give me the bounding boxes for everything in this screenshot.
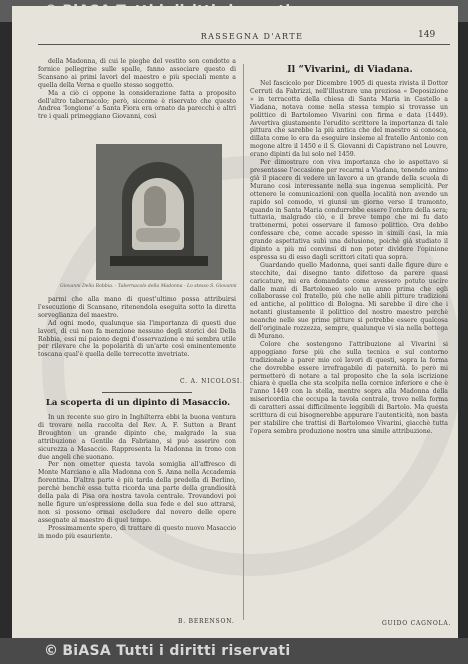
paragraph: della Madonna, di cui le pieghe del vestito son condotte a fornice pellegrine sulle spalle, fanno associare questo di Scansano ai primi lavori del maestro e più speciali mente a quella della Verna e quello stesso soggetto. [38, 58, 236, 89]
document-page [12, 6, 458, 650]
right-article-text [250, 80, 448, 436]
watermark-text: BiASA Tutti i diritti riservati [62, 643, 291, 659]
paragraph: Per non ometter questa tavola somiglia all'affresco di Monte Marciano e alla Madonna con S. Anna nella Accademia fiorentina. D'altra parte è più tarda della predella di Berlino, perchè benchè essa tutta ricorda una parte della grandiosità della pala di Pisa ora nostra tavola centrale. Trovandovi poi nelle figure un'espressione della sua fede e del suo attrarsi, non si possono ormai escludere dal novero delle opere assegnate al maestro di quel tempo. [38, 461, 236, 524]
section-title-masaccio: La scoperta di un dipinto di Masaccio. [45, 398, 231, 408]
paragraph: Ad ogni modo, qualunque sia l'importanza di questi due lavori, di cui non fa menzione nessuno degli storici dei Della Robbia, essi mi paiono degni d'osservazione e mi sembra utile per rilevare che la popolarità di un'arte così eminentemente toscana qual'è quella delle terrecotte invetriate. [38, 319, 236, 359]
tabernacle-photo [96, 144, 222, 280]
page-number: 149 [418, 30, 436, 40]
photo-shelf [110, 256, 208, 266]
article-title-vivarini: Il “Vivarini„ di Viadana. [287, 64, 413, 75]
signature-berenson: B. BERENSON. [178, 618, 235, 625]
section-rule [102, 392, 192, 393]
running-header: RASSEGNA D'ARTE [200, 32, 304, 41]
left-intro-text [38, 58, 236, 121]
copyright-symbol: © [44, 643, 59, 659]
watermark-banner-bottom [0, 638, 468, 664]
paragraph: parmi che alla mano di quest'ultimo possa attribuirsi l'esecuzione di Scansano, ritenendola eseguita sotto la diretta sorveglianza del maestro. [38, 296, 236, 319]
paragraph: Ma a ciò ci oppone la considerazione fatta a proposito dell'altro tabernacolo; però, siccome è riservato che questo Andrea 'Iongione' a Santa Fiora era ornato da parecchi e altri tre i quali primeggiano Giovanni, così [38, 89, 236, 121]
paragraph: Prossimamente spero, di trattare di questo nuovo Masaccio in modo più esauriente. [38, 524, 236, 540]
photo-figure-child [136, 228, 180, 242]
column-divider [243, 64, 244, 620]
paragraph: In un recente suo giro in Inghilterra ebbi la buona ventura di trovare nella raccolta del Rev. A. F. Sutton a Brant Broughton un grande dipinto che, malgrado la sua attribuzione a Gentile da Fabriano, si può asserire con sicurezza a Masaccio. Rappresenta la Madonna in trono con due angeli che suonano. [38, 414, 236, 461]
figure-caption: Giovanni Della Robbia. - Tabernacolo della Madonna - Lo stesso S. Giovanni [60, 284, 237, 289]
left-masaccio-text [38, 414, 236, 541]
paragraph: Nel fascicolo per Dicembre 1905 di questa rivista il Dottor Cerruti da Fabrizzi, nell'illustrare una preziosa « Deposizione » in terracotta della chiesa di Santa Maria in Castello a Viadana, notava come nella stessa tempio si trovasse un polittico di Bartolomeo Vivarini con firma e data (1449). Avvertiva giustamente l'erudito scrittore la importanza di tale pittura che sarebbe la più antica che del maestro si conosca, dillata come lo era da eseguire insieme al fratello Antonio con mogone altre il 1450 e il S. Giovanni di Capistrano nel Louvre, erano dipinti da lui solo nel 1459. [250, 80, 448, 159]
signature-cagnola: GUIDO CAGNOLA. [382, 620, 452, 627]
paragraph: Per dimostrare con viva importanza che io aspettavo si presentasse l'occasione per recarmi a Viadana, tenendo animo già il piacere di vedere un lavoro a un grande della scuola di Murano così interessante nella sua ingenua semplicità. Per ottenere le comunicazioni con quella località non avendo un rapido sol comodo, vi giunsi un giorno verso il tramonto, quando in Santa Maria condurrebbe essere l'ombra della sera; tuttavia, malgrado ciò, e il breve tempo che mi fu dato trattenermi, potei osservare il famoso polittico. Ora debbo confessare che, come accade spesso in simili casi, la mia grande aspettativa subì una delusione, poichè già studiato il dipinto a più mi convinsi di non poter dividere l'opinione espressa su di esso dagli scrittori citati qua sopra. [250, 159, 448, 261]
signature-nicolosi: C. A. NICOLOSI. [180, 378, 243, 385]
header-rule [38, 44, 450, 45]
left-after-figure-text [38, 296, 236, 359]
paragraph: Colore che sostengono l'attribuzione al Vivarini si appoggiano forse più che sulla tecnica e sul contorno tradizionale a parer mio coi lavori di questi, sopra la forma che dovrebbe essere irrefragabile di paternità. Io però mi permetterò di notare a tal proposito che la sola iscrizione chiara è quella che sta scolpita nella cornice inferiore e che è l'anno 1449 con la stella, mentre sopra alla Madonna della misericordia che occupa la tavola centrale, trovo nella forma di caratteri assai difficilmente leggibili di Bartolo. Ma questa scrittura di cui bisognerebbe appurare l'autenticità, non basta per stabilire che trattisi di Bartolomeo Vivarini, giacchè tutta l'opera sembra produzione nostra una simile attribuzione. [250, 340, 448, 435]
paragraph: Guardando quello Madonna, quei santi dalle figure dure e stecchite, dai disegno tanto difettoso da parere quasi caricature, mi era domandato come avessero potuto uscire dalle mani di Bartolomeo solo un anno prima che egli collaborasse col fratello, più che nelle abili pitture tradizioni ed antiche, al polittico di Bologna. Mi sarebbe il dire che i notanti giustamente il polittico del nostro maestro perchè neanche nelle sue prime pitture si potrebbe essere qualcosa dell'originale rozzezza, sempre, qualunque vi sia nella bottega di Murano. [250, 261, 448, 340]
photo-figure-madonna [144, 186, 166, 226]
